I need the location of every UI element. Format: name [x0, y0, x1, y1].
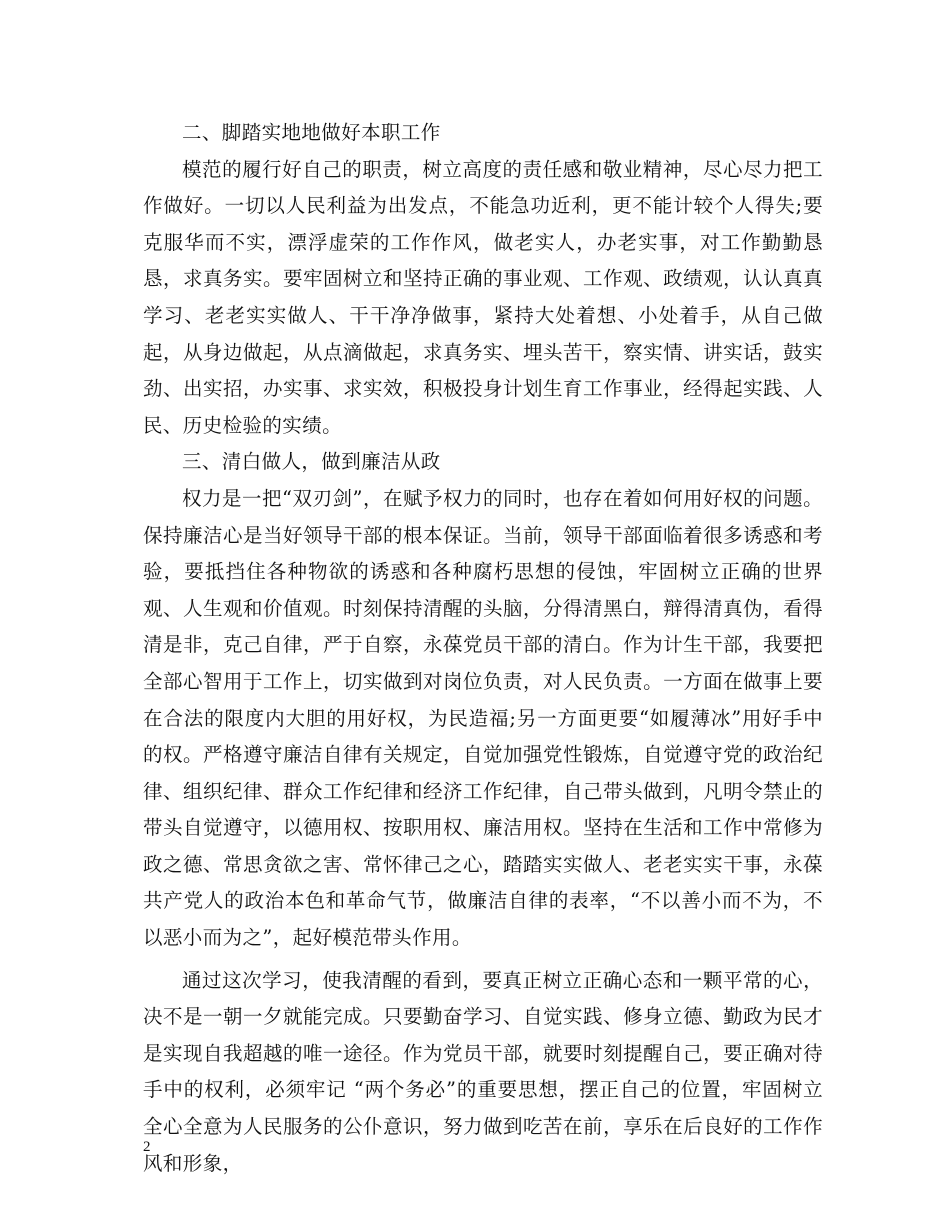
body-paragraph: 通过这次学习，使我清醒的看到，要真正树立正确心态和一颗平常的心，决不是一朝一夕就能完成。只要勤奋学习、自觉实践、修身立德、勤政为民才是实现自我超越的唯一途径。作为党员干部，就要时刻提醒自己，要正确对待手中的权利，必须牢记 “两个务必”的重要思想，摆正自己的位置，牢固树立全心全意为人民服务的公仆意识，努力做到吃苦在前，享乐在后良好的工作作风和形象， — [143, 968, 823, 1175]
section-heading-3: 三、清白做人，做到廉洁从政 — [182, 450, 441, 474]
body-paragraph: 权力是一把“双刃剑”，在赋予权力的同时，也存在着如何用好权的问题。保持廉洁心是当好领导干部的根本保证。当前，领导干部面临着很多诱惑和考验，要抵挡住各种物欲的诱惑和各种腐朽思想的侵蚀，牢固树立正确的世界观、人生观和价值观。时刻保持清醒的头脑，分得清黑白，辩得清真伪，看得清是非，克己自律，严于自察，永葆党员干部的清白。作为计生干部，我要把全部心智用于工作上，切实做到对岗位负责，对人民负责。一方面在做事上要在合法的限度内大胆的用好权，为民造福;另一方面更要“如履薄冰”用好手中的权。严格遵守廉洁自律有关规定，自觉加强党性锻炼，自觉遵守党的政治纪律、组织纪律、群众工作纪律和经济工作纪律，自己带头做到，凡明令禁止的带头自觉遵守，以德用权、按职用权、廉洁用权。坚持在生活和工作中常修为政之德、常思贪欲之害、常怀律己之心，踏踏实实做人、老老实实干事，永葆共产党人的政治本色和革命气节，做廉洁自律的表率，“不以善小而不为，不以恶小而为之”，起好模范带头作用。 — [143, 486, 823, 950]
document-body — [143, 115, 823, 1182]
page-number: 2 — [143, 1139, 151, 1155]
section-heading-2: 二、脚踏实地地做好本职工作 — [182, 121, 441, 144]
body-paragraph: 模范的履行好自己的职责，树立高度的责任感和敬业精神，尽心尽力把工作做好。一切以人民利益为出发点，不能急功近利，更不能计较个人得失;要克服华而不实，漂浮虚荣的工作作风，做老实人，办老实事，对工作勤勤恳恳，求真务实。要牢固树立和坚持正确的事业观、工作观、政绩观，认认真真学习、老老实实做人、干干净净做事，紧持大处着想、小处着手，从自己做起，从身边做起，从点滴做起，求真务实、埋头苦干，察实情、讲实话，鼓实劲、出实招，办实事、求实效，积极投身计划生育工作事业，经得起实践、人民、历史检验的实绩。 — [143, 157, 823, 437]
